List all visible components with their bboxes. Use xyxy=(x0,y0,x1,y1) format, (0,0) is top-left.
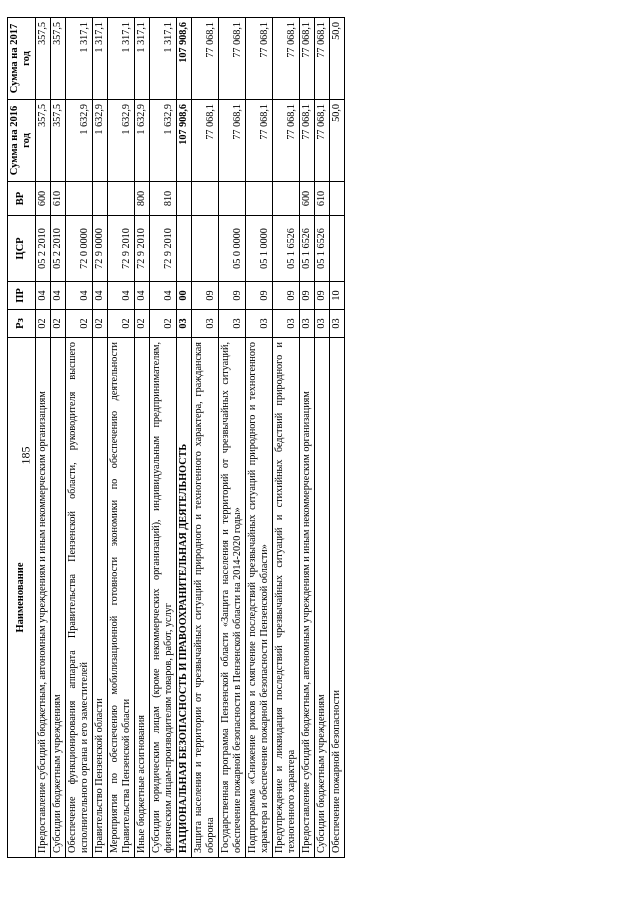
cell-pr: 09 xyxy=(219,282,246,310)
cell-vr xyxy=(65,182,92,216)
cell-csr: 72 9 2010 xyxy=(134,216,149,282)
cell-pr: 04 xyxy=(35,282,50,310)
cell-csr: 72 0 0000 xyxy=(65,216,92,282)
cell-vr xyxy=(92,182,107,216)
cell-sum-2017: 1 317,1 xyxy=(150,18,177,100)
cell-name: Подпрограмма «Снижение рисков и смягчение последствий чрезвычайных ситуаций природного и техногенного характера и обеспечение пожарной безопасности Пензенской области» xyxy=(246,338,273,858)
cell-pr: 04 xyxy=(65,282,92,310)
cell-sum-2017: 77 068,1 xyxy=(246,18,273,100)
header-rz: Рз xyxy=(8,310,36,338)
cell-sum-2016: 1 632,9 xyxy=(150,100,177,182)
cell-name: Иные бюджетные ассигнования xyxy=(134,338,149,858)
cell-sum-2016: 357,5 xyxy=(35,100,50,182)
cell-sum-2017: 357,5 xyxy=(50,18,65,100)
cell-rz: 03 xyxy=(330,310,345,338)
cell-vr: 610 xyxy=(50,182,65,216)
cell-name: Субсидии бюджетным учреждениям xyxy=(50,338,65,858)
cell-sum-2017: 107 908,6 xyxy=(177,18,192,100)
cell-pr: 09 xyxy=(273,282,300,310)
cell-rz: 02 xyxy=(50,310,65,338)
header-csr: ЦСР xyxy=(8,216,36,282)
cell-rz: 03 xyxy=(300,310,315,338)
cell-rz: 03 xyxy=(315,310,330,338)
cell-sum-2017: 1 317,1 xyxy=(92,18,107,100)
cell-pr: 04 xyxy=(134,282,149,310)
cell-sum-2016: 357,5 xyxy=(50,100,65,182)
cell-pr: 09 xyxy=(300,282,315,310)
table-row xyxy=(219,18,246,858)
table-row xyxy=(192,18,219,858)
cell-csr xyxy=(330,216,345,282)
cell-sum-2017: 77 068,1 xyxy=(315,18,330,100)
cell-rz: 03 xyxy=(192,310,219,338)
cell-vr xyxy=(246,182,273,216)
header-pr: ПР xyxy=(8,282,36,310)
header-vr: ВР xyxy=(8,182,36,216)
cell-sum-2016: 77 068,1 xyxy=(315,100,330,182)
cell-rz: 03 xyxy=(273,310,300,338)
cell-sum-2017: 357,5 xyxy=(35,18,50,100)
cell-pr: 04 xyxy=(50,282,65,310)
table-row xyxy=(92,18,107,858)
table-row xyxy=(150,18,177,858)
cell-csr: 05 2 2010 xyxy=(35,216,50,282)
cell-pr: 10 xyxy=(330,282,345,310)
cell-csr: 72 9 2010 xyxy=(107,216,134,282)
cell-sum-2017: 77 068,1 xyxy=(192,18,219,100)
cell-vr: 600 xyxy=(35,182,50,216)
table-row xyxy=(35,18,50,858)
header-sum-2017: Сумма на 2017 год xyxy=(8,18,36,100)
cell-vr: 810 xyxy=(150,182,177,216)
cell-rz: 02 xyxy=(150,310,177,338)
cell-rz: 02 xyxy=(35,310,50,338)
cell-csr: 05 1 6526 xyxy=(300,216,315,282)
cell-csr: 05 1 0000 xyxy=(246,216,273,282)
cell-vr xyxy=(330,182,345,216)
cell-vr: 800 xyxy=(134,182,149,216)
cell-name: Государственная программа Пензенской области «Защита населения и территорий от чрезвычайных ситуаций, обеспечение пожарной безопасности в Пензенской области на 2014-2020 годы» xyxy=(219,338,246,858)
table-row xyxy=(107,18,134,858)
cell-sum-2016: 107 908,6 xyxy=(177,100,192,182)
cell-sum-2016: 1 632,9 xyxy=(134,100,149,182)
table-row xyxy=(50,18,65,858)
cell-sum-2016: 77 068,1 xyxy=(300,100,315,182)
cell-vr xyxy=(192,182,219,216)
cell-name: НАЦИОНАЛЬНАЯ БЕЗОПАСНОСТЬ И ПРАВООХРАНИТЕЛЬНАЯ ДЕЯТЕЛЬНОСТЬ xyxy=(177,338,192,858)
cell-sum-2016: 1 632,9 xyxy=(107,100,134,182)
budget-table xyxy=(7,17,345,858)
cell-vr: 600 xyxy=(300,182,315,216)
cell-vr xyxy=(219,182,246,216)
table-row xyxy=(65,18,92,858)
cell-pr: 09 xyxy=(315,282,330,310)
cell-pr: 00 xyxy=(177,282,192,310)
cell-rz: 02 xyxy=(134,310,149,338)
cell-rz: 03 xyxy=(219,310,246,338)
cell-csr: 72 9 0000 xyxy=(92,216,107,282)
table-row xyxy=(300,18,315,858)
cell-vr xyxy=(273,182,300,216)
cell-csr xyxy=(177,216,192,282)
cell-vr: 610 xyxy=(315,182,330,216)
cell-csr xyxy=(192,216,219,282)
cell-name: Обеспечение функционирования аппарата Правительства Пензенской области, руководителя высшего исполнительного органа и его заместителей xyxy=(65,338,92,858)
cell-name: Предупреждение и ликвидация последствий чрезвычайных ситуаций и стихийных бедствий природного и техногенного характера xyxy=(273,338,300,858)
cell-rz: 03 xyxy=(246,310,273,338)
table-row xyxy=(315,18,330,858)
cell-pr: 09 xyxy=(246,282,273,310)
cell-sum-2017: 77 068,1 xyxy=(219,18,246,100)
cell-pr: 09 xyxy=(192,282,219,310)
table-row xyxy=(273,18,300,858)
cell-sum-2017: 77 068,1 xyxy=(273,18,300,100)
cell-vr xyxy=(107,182,134,216)
cell-rz: 02 xyxy=(92,310,107,338)
cell-sum-2017: 1 317,1 xyxy=(134,18,149,100)
cell-name: Обеспечение пожарной безопасности xyxy=(330,338,345,858)
cell-csr: 05 1 6526 xyxy=(315,216,330,282)
cell-rz: 02 xyxy=(107,310,134,338)
cell-sum-2016: 77 068,1 xyxy=(273,100,300,182)
cell-csr: 72 9 2010 xyxy=(150,216,177,282)
cell-name: Предоставление субсидий бюджетным, автономным учреждениям и иным некоммерческим организациям xyxy=(300,338,315,858)
cell-csr: 05 0 0000 xyxy=(219,216,246,282)
cell-sum-2017: 1 317,1 xyxy=(107,18,134,100)
table-row xyxy=(134,18,149,858)
header-name: Наименование xyxy=(8,338,36,858)
header-sum-2016: Сумма на 2016 год xyxy=(8,100,36,182)
cell-sum-2016: 1 632,9 xyxy=(65,100,92,182)
cell-sum-2016: 77 068,1 xyxy=(219,100,246,182)
cell-csr: 05 2 2010 xyxy=(50,216,65,282)
cell-name: Субсидии бюджетным учреждениям xyxy=(315,338,330,858)
cell-csr: 05 1 6526 xyxy=(273,216,300,282)
page-number: 185 xyxy=(18,446,33,465)
cell-pr: 04 xyxy=(92,282,107,310)
rotated-page xyxy=(7,18,547,858)
cell-sum-2017: 50,0 xyxy=(330,18,345,100)
cell-pr: 04 xyxy=(107,282,134,310)
cell-name: Защита населения и территории от чрезвычайных ситуаций природного и техногенного характера, гражданская оборона xyxy=(192,338,219,858)
cell-rz: 03 xyxy=(177,310,192,338)
cell-rz: 02 xyxy=(65,310,92,338)
cell-sum-2017: 77 068,1 xyxy=(300,18,315,100)
cell-name: Субсидии юридическим лицам (кроме некоммерческих организаций), индивидуальным предпринимателям, физическим лицам-производителям товаров, работ, услуг xyxy=(150,338,177,858)
cell-sum-2016: 1 632,9 xyxy=(92,100,107,182)
cell-sum-2016: 50,0 xyxy=(330,100,345,182)
table-row xyxy=(330,18,345,858)
cell-vr xyxy=(177,182,192,216)
table-header-row xyxy=(8,18,36,858)
table-row xyxy=(246,18,273,858)
cell-name: Мероприятия по обеспечению мобилизационной готовности экономики по обеспечению деятельности Правительства Пензенской области xyxy=(107,338,134,858)
cell-sum-2017: 1 317,1 xyxy=(65,18,92,100)
table-body xyxy=(35,18,345,858)
cell-sum-2016: 77 068,1 xyxy=(246,100,273,182)
cell-name: Правительство Пензенской области xyxy=(92,338,107,858)
cell-sum-2016: 77 068,1 xyxy=(192,100,219,182)
cell-pr: 04 xyxy=(150,282,177,310)
cell-name: Предоставление субсидий бюджетным, автономным учреждениям и иным некоммерческим организациям xyxy=(35,338,50,858)
table-row xyxy=(177,18,192,858)
